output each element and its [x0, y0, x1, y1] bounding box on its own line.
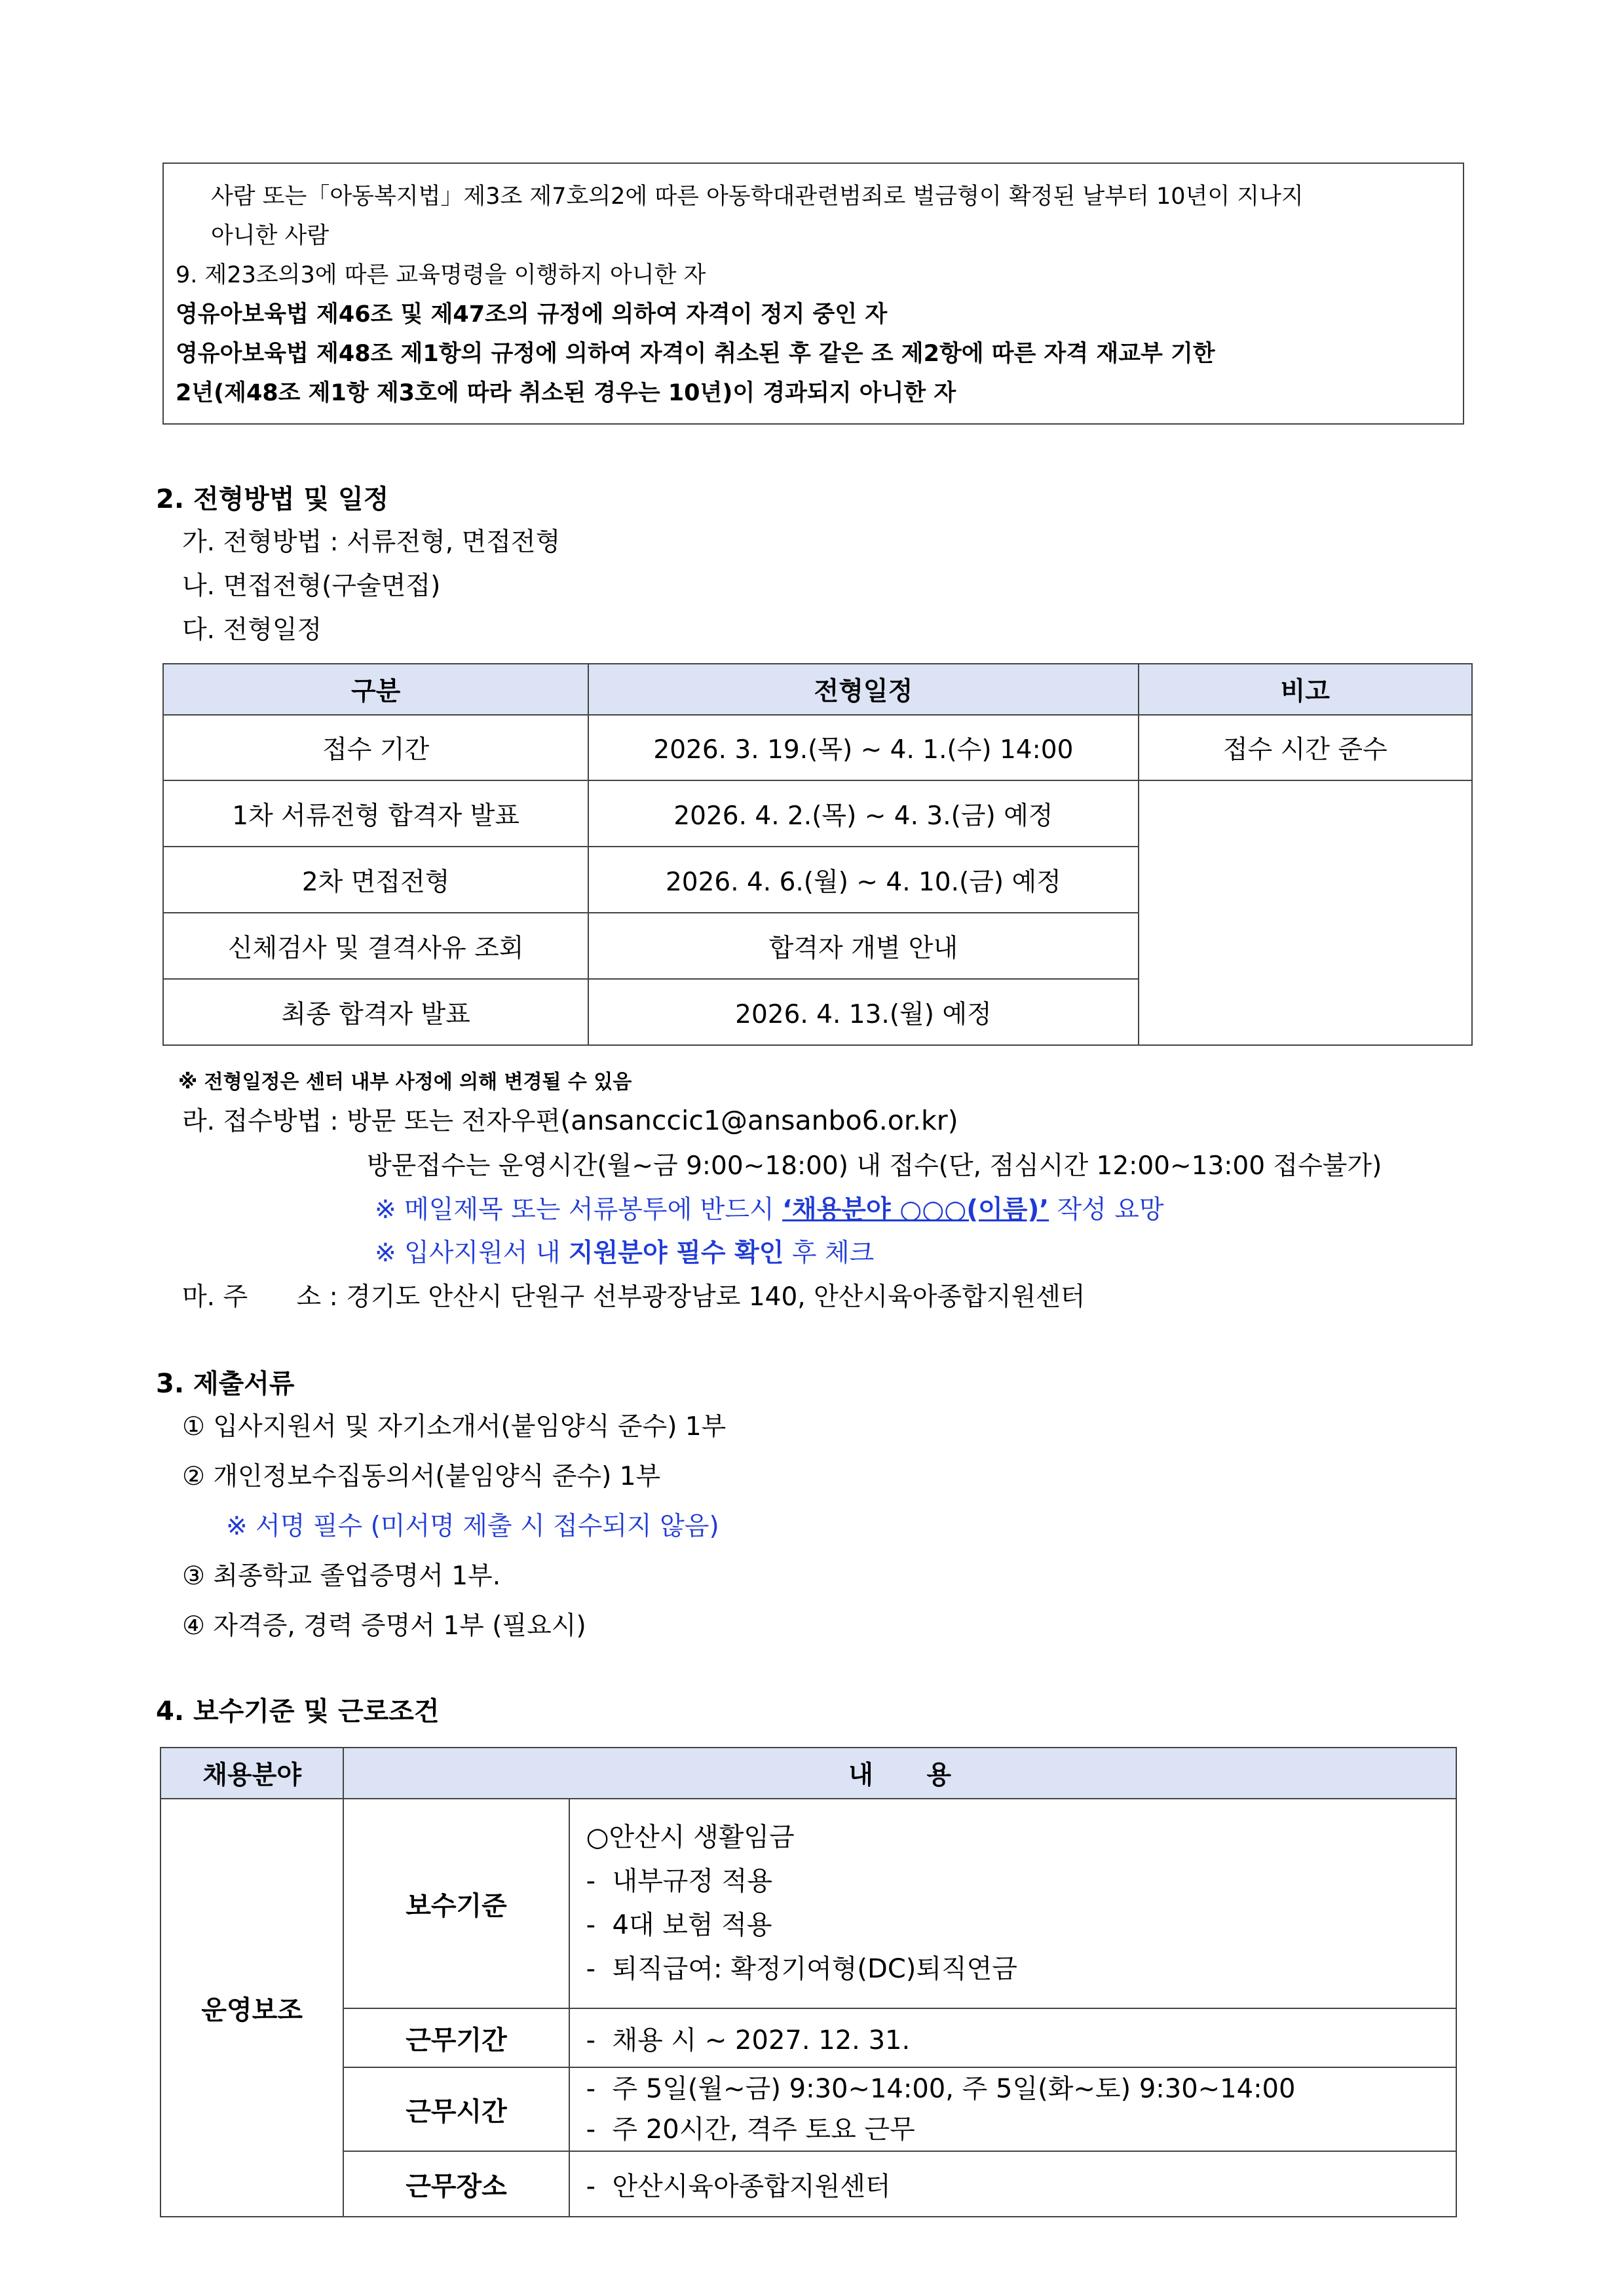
section2-title: 2. 전형방법 및 일정 [156, 484, 389, 514]
box-line-6: 2년(제48조 제1항 제3호에 따라 취소된 경우는 10년)이 경과되지 아니한 자 [176, 380, 956, 406]
ra-label: 라. 접수방법 : 방문 또는 전자우편 [182, 1107, 561, 1136]
table-row [161, 2151, 1456, 2217]
doc-item-1: ① 입사지원서 및 자기소개서(붙임양식 준수) 1부 [182, 1412, 727, 1442]
place-label: 근무장소 [343, 2151, 569, 2217]
schedule-header: 비고 [1139, 664, 1473, 715]
conditions-header-content: 내 용 [343, 1748, 1456, 1799]
schedule-cell: 접수 기간 [163, 715, 588, 780]
pay-line: - 내부규정 적용 [586, 1866, 773, 1896]
hours-content [569, 2067, 1456, 2151]
schedule-cell: 2026. 4. 6.(월) ~ 4. 10.(금) 예정 [588, 847, 1138, 913]
schedule-cell: 2026. 3. 19.(목) ~ 4. 1.(수) 14:00 [588, 715, 1138, 780]
doc-item-2: ② 개인정보수집동의서(붙임양식 준수) 1부 [182, 1462, 661, 1491]
table-row [163, 715, 1472, 780]
section2-na: 나. 면접전형(구술면접) [182, 571, 441, 601]
table-row [161, 2008, 1456, 2067]
ra-check-pre: ※ 입사지원서 내 [375, 1238, 569, 1268]
ra-check-bold: 지원분야 필수 확인 [568, 1238, 784, 1268]
schedule-header: 구분 [163, 664, 588, 715]
ra-visit: 방문접수는 운영시간(월~금 9:00~18:00) 내 접수(단, 점심시간 12:00~13:00 접수불가) [367, 1151, 1382, 1181]
ra-mail-post: 작성 요망 [1049, 1195, 1164, 1225]
period-label: 근무기간 [343, 2008, 569, 2067]
hours-line: - 주 20시간, 격주 토요 근무 [586, 2114, 915, 2145]
schedule-cell: 1차 서류전형 합격자 발표 [163, 780, 588, 847]
ra-check-post: 후 체크 [784, 1238, 875, 1268]
schedule-cell: 2차 면접전형 [163, 847, 588, 913]
doc-signature-note: ※ 서명 필수 (미서명 제출 시 접수되지 않음) [226, 1512, 719, 1541]
box-line-5: 영유아보육법 제48조 제1항의 규정에 의하여 자격이 취소된 후 같은 조 제2항에 따른 자격 재교부 기한 [176, 341, 1215, 367]
conditions-table [160, 1747, 1457, 2217]
schedule-note-cell [1139, 780, 1473, 1045]
section4-title: 4. 보수기준 및 근로조건 [156, 1696, 440, 1727]
section2-ma: 마. 주 소 : 경기도 안산시 단원구 선부광장남로 140, 안산시육아종합지원센터 [182, 1282, 1086, 1312]
box-line-1: 사람 또는「아동복지법」제3조 제7호의2에 따른 아동학대관련범죄로 벌금형이 확정된 날부터 10년이 지나지 [211, 183, 1304, 210]
ra-mail-pre: ※ 메일제목 또는 서류봉투에 반드시 [375, 1195, 783, 1225]
box-line-3: 9. 제23조의3에 따른 교육명령을 이행하지 아니한 자 [176, 262, 706, 288]
schedule-note: ※ 전형일정은 센터 내부 사정에 의해 변경될 수 있음 [178, 1071, 632, 1094]
schedule-cell: 2026. 4. 13.(월) 예정 [588, 979, 1138, 1045]
hours-label: 근무시간 [343, 2067, 569, 2151]
pay-content [569, 1799, 1456, 2008]
pay-line: - 퇴직급여: 확정기여형(DC)퇴직연금 [586, 1954, 1017, 1984]
hours-line: - 주 5일(월~금) 9:30~14:00, 주 5일(화~토) 9:30~14:00 [586, 2074, 1296, 2104]
box-line-2: 아니한 사람 [211, 223, 330, 249]
section2-ra [182, 1101, 958, 1138]
box-line-4: 영유아보육법 제46조 및 제47조의 규정에 의하여 자격이 정지 중인 자 [176, 301, 888, 328]
schedule-cell: 접수 시간 준수 [1139, 715, 1473, 780]
schedule-table [162, 663, 1473, 1046]
ra-check-note [375, 1233, 874, 1269]
section2-ga: 가. 전형방법 : 서류전형, 면접전형 [182, 527, 561, 557]
pay-label: 보수기준 [343, 1799, 569, 2008]
schedule-header: 전형일정 [588, 664, 1138, 715]
doc-item-4: ④ 자격증, 경력 증명서 1부 (필요시) [182, 1611, 586, 1641]
field-cell: 운영보조 [161, 1799, 343, 2217]
schedule-cell: 합격자 개별 안내 [588, 913, 1138, 979]
period-content: - 채용 시 ~ 2027. 12. 31. [569, 2008, 1456, 2067]
schedule-cell: 2026. 4. 2.(목) ~ 4. 3.(금) 예정 [588, 780, 1138, 847]
schedule-cell: 신체검사 및 결격사유 조회 [163, 913, 588, 979]
disqualification-box [162, 163, 1464, 425]
pay-line: - 4대 보험 적용 [586, 1910, 772, 1940]
doc-item-3: ③ 최종학교 졸업증명서 1부. [182, 1561, 501, 1591]
section3-title: 3. 제출서류 [156, 1369, 295, 1399]
section2-da: 다. 전형일정 [182, 615, 322, 645]
ra-mail-note [375, 1189, 1164, 1226]
ra-email: (ansanccic1@ansanbo6.or.kr) [560, 1105, 958, 1136]
pay-line: ○안산시 생활임금 [586, 1822, 795, 1852]
conditions-header-field: 채용분야 [161, 1748, 343, 1799]
schedule-cell: 최종 합격자 발표 [163, 979, 588, 1045]
table-row [163, 780, 1472, 847]
table-row [161, 1799, 1456, 2008]
ra-mail-bold: ‘채용분야 ○○○(이름)’ [782, 1195, 1049, 1225]
place-content: - 안산시육아종합지원센터 [569, 2151, 1456, 2217]
table-row [161, 2067, 1456, 2151]
